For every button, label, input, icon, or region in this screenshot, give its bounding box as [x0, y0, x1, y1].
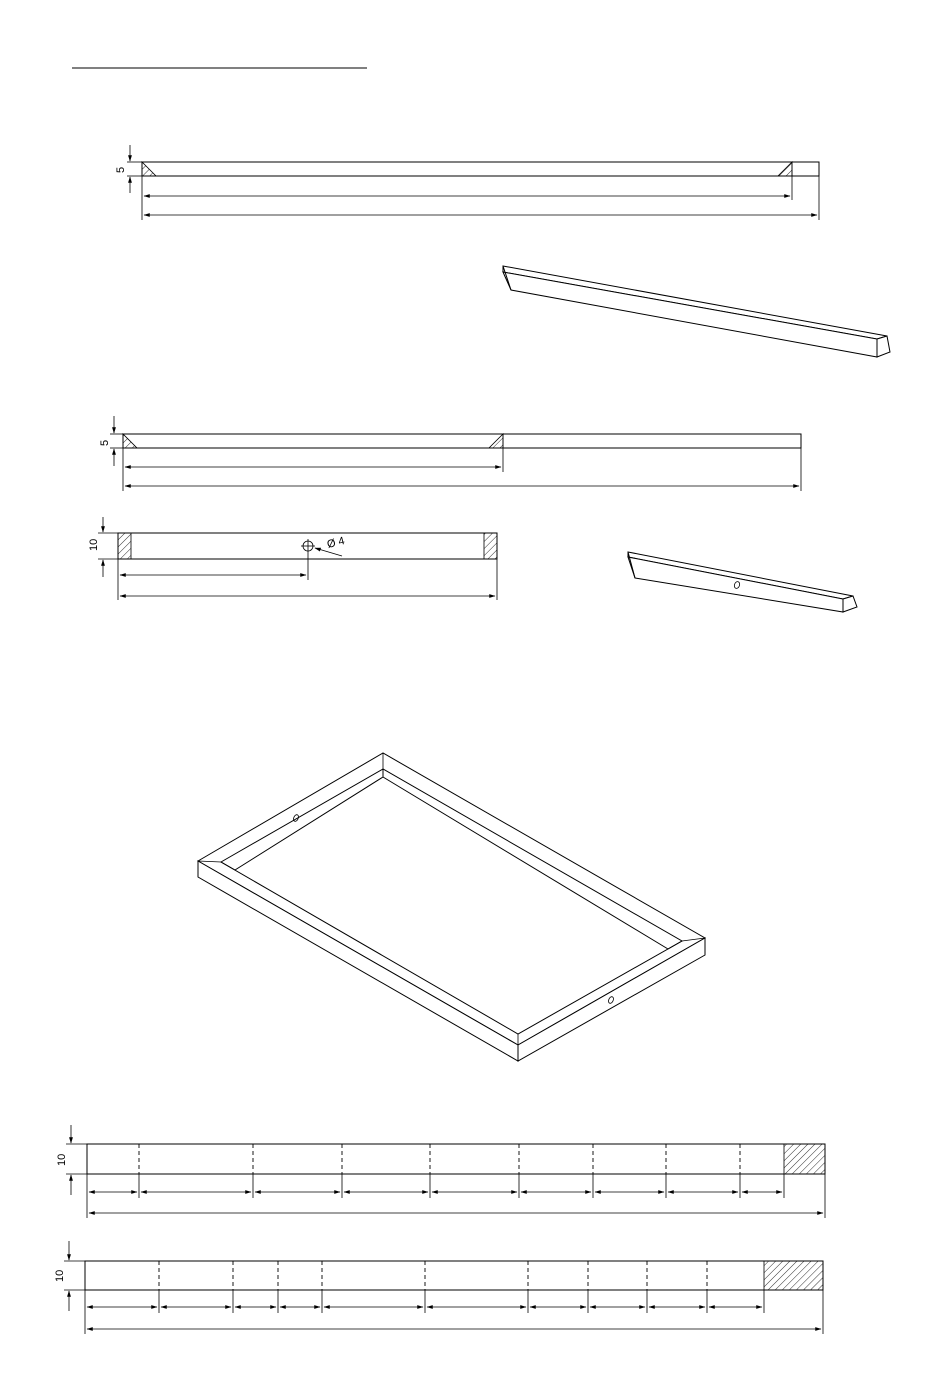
- strip-b-side-view: [99, 416, 801, 491]
- strip-c-isometric: [628, 552, 857, 612]
- assembled-frame-isometric: [198, 753, 705, 1061]
- ruler-2-height-label: 10: [54, 1269, 66, 1282]
- strip-c-side-view: [88, 517, 497, 600]
- cutting-plan-2: [54, 1241, 823, 1334]
- ruler-1-height-label: 10: [56, 1153, 68, 1166]
- strip-b-height-label: 5: [99, 439, 111, 446]
- cutting-plan-1: [56, 1125, 825, 1218]
- strip-a-side-view: [115, 145, 819, 220]
- strip-c-height-label: 10: [88, 538, 100, 551]
- strip-a-height-label: 5: [115, 166, 127, 173]
- strip-a-isometric: [503, 266, 890, 357]
- hole-diameter-label: Ø 4: [325, 534, 346, 551]
